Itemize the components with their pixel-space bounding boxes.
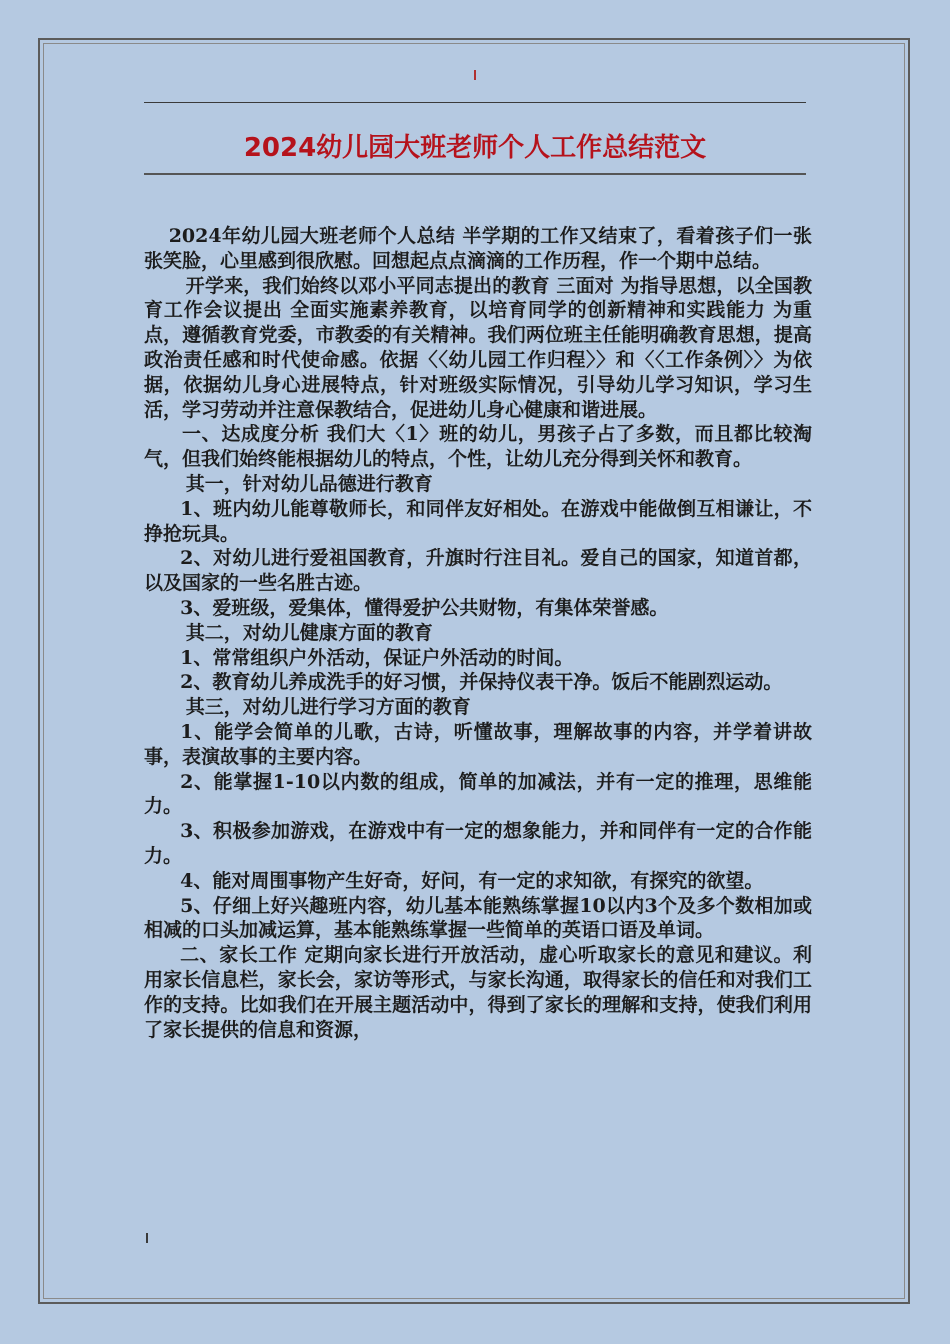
header-rule <box>144 102 806 103</box>
paragraph: 5、仔细上好兴趣班内容，幼儿基本能熟练掌握10以内3个及多个数相加或相减的口头加减运算，基本能熟练掌握一些简单的英语口语及单词。 <box>144 894 812 942</box>
footer-cursor-mark <box>146 1233 148 1243</box>
paragraph: 2、教育幼儿养成洗手的好习惯，并保持仪表干净。饭后不能剧烈运动。 <box>180 671 783 694</box>
paragraph: 3、爱班级，爱集体，懂得爱护公共财物，有集体荣誉感。 <box>180 596 669 619</box>
paragraph: 3、积极参加游戏，在游戏中有一定的想象能力，并和同伴有一定的合作能力。 <box>144 820 812 867</box>
paragraph: 其二，对幼儿健康方面的教育 <box>185 621 433 644</box>
paragraph: 4、能对周围事物产生好奇，好问，有一定的求知欲，有探究的欲望。 <box>180 869 764 892</box>
paragraph: 一、达成度分析 我们大〈1〉班的幼儿，男孩子占了多数，而且都比较淘气，但我们始终能根据幼儿的特点，个性，让幼儿充分得到关怀和教育。 <box>144 423 812 471</box>
document-body <box>144 224 812 1042</box>
paragraph: 开学来，我们始终以邓小平同志提出的教育 三面对 为指导思想，以全国教育工作会议提出 全面实施素养教育，以培育同学的创新精神和实践能力 为重点，遵循教育党委，市教委的有关精神。我们两位班主任能明确教育思想，提高政治责任感和时代使命感。依据〈〈幼儿园工作归程〉〉和〈〈工作条例〉〉为依据，依据幼儿身心进展特点，针对班级实际情况，引导幼儿学习知识，学习生活，学习劳动并注意保教结合，促进幼儿身心健康和谐进展。 <box>144 274 812 421</box>
header-cursor-mark <box>474 70 476 80</box>
paragraph: 2、能掌握1-10以内数的组成，简单的加减法，并有一定的推理，思维能力。 <box>144 770 812 818</box>
paragraph: 其三，对幼儿进行学习方面的教育 <box>185 696 471 719</box>
title-underline <box>144 173 806 175</box>
paragraph: 2、对幼儿进行爱祖国教育，升旗时行注目礼。爱自己的国家，知道首都，以及国家的一些名胜古迹。 <box>144 547 812 595</box>
paragraph: 其一，针对幼儿品德进行教育 <box>185 472 433 495</box>
paragraph: 2024年幼儿园大班老师个人总结 半学期的工作又结束了，看着孩子们一张张笑脸，心里感到很欣慰。回想起点点滴滴的工作历程，作一个期中总结。 <box>144 225 812 272</box>
paragraph: 二、家长工作 定期向家长进行开放活动，虚心听取家长的意见和建议。利用家长信息栏，家长会，家访等形式，与家长沟通，取得家长的信任和对我们工作的支持。比如我们在开展主题活动中，得到了家长的理解和支持，使我们利用了家长提供的信息和资源， <box>144 944 812 1041</box>
paragraph: 1、能学会简单的儿歌，古诗，听懂故事，理解故事的内容，并学着讲故事，表演故事的主要内容。 <box>144 720 812 768</box>
document-title: 2024幼儿园大班老师个人工作总结范文 <box>243 133 707 163</box>
paragraph: 1、班内幼儿能尊敬师长，和同伴友好相处。在游戏中能做倒互相谦让，不挣抢玩具。 <box>144 497 812 545</box>
paragraph: 1、常常组织户外活动，保证户外活动的时间。 <box>180 646 574 669</box>
